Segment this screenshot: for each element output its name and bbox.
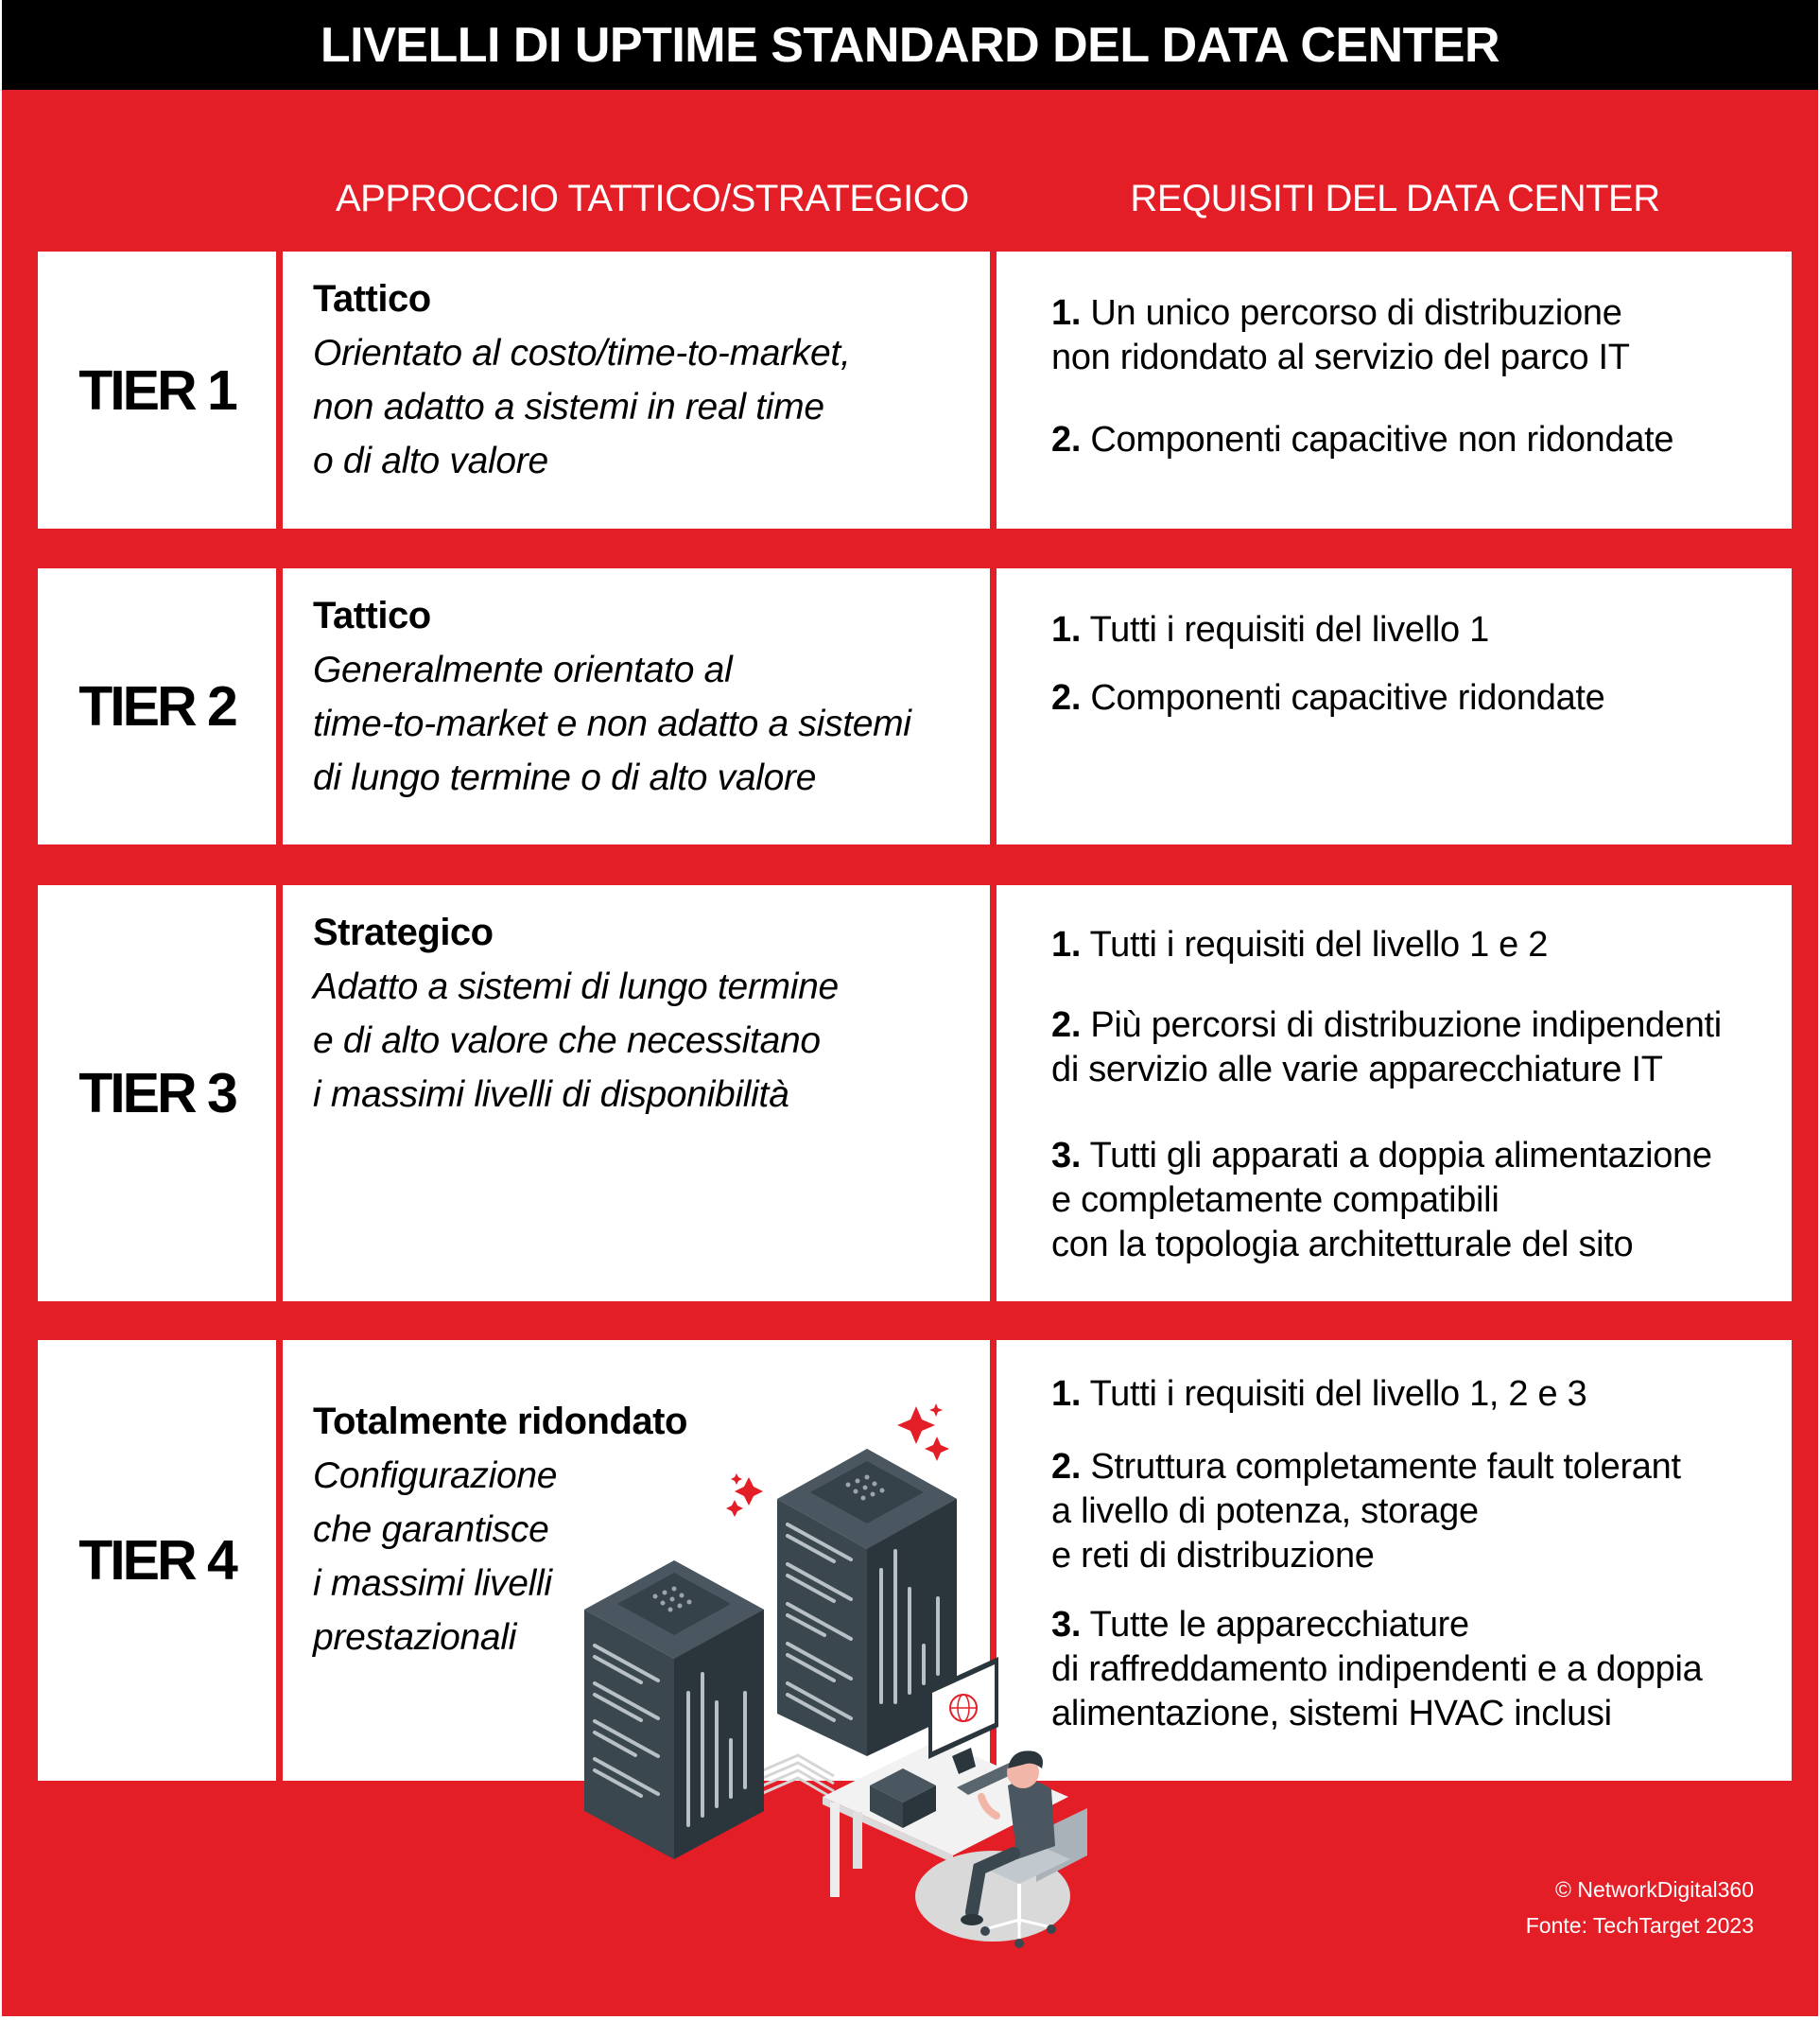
requirement-item	[1051, 291, 1792, 380]
approach-line: Configurazione	[313, 1455, 558, 1496]
tier-1-approach	[283, 252, 990, 529]
requirement-item	[1051, 608, 1792, 653]
requirement-text: con la topologia architetturale del sito	[1051, 1225, 1634, 1264]
requirement-text: Tutte le apparecchiature	[1089, 1605, 1469, 1645]
approach-line: o di alto valore	[313, 441, 548, 481]
page-title: LIVELLI DI UPTIME STANDARD DEL DATA CENTER	[320, 17, 1500, 73]
infographic	[2, 0, 1818, 2016]
requirement-item	[1051, 676, 1792, 721]
approach-line: prestazionali	[313, 1617, 517, 1658]
requirement-item	[1051, 1372, 1792, 1417]
approach-title: Strategico	[313, 912, 494, 953]
approach-line: Generalmente orientato al	[313, 650, 733, 690]
requirement-number: 2.	[1051, 678, 1082, 718]
approach-line: che garantisce	[313, 1509, 549, 1550]
requirement-number: 1.	[1051, 1374, 1082, 1414]
requirement-text: Tutti gli apparati a doppia alimentazione	[1089, 1136, 1712, 1175]
tier-4-label	[38, 1340, 276, 1781]
tier-3-approach	[283, 885, 990, 1301]
requirement-number: 2.	[1051, 420, 1082, 460]
requirement-text: Tutti i requisiti del livello 1 e 2	[1089, 925, 1549, 965]
approach-line: time-to-market e non adatto a sistemi	[313, 704, 911, 744]
approach-title: Totalmente ridondato	[313, 1401, 687, 1442]
approach-line: Adatto a sistemi di lungo termine	[313, 966, 839, 1007]
requirement-text: alimentazione, sistemi HVAC inclusi	[1051, 1694, 1612, 1733]
office-chair-icon	[980, 1808, 1087, 1948]
column-header-approach: APPROCCIO TATTICO/STRATEGICO	[336, 178, 969, 219]
tier-2-requirements	[997, 568, 1792, 845]
requirement-number: 1.	[1051, 925, 1082, 965]
requirement-text: di raffreddamento indipendenti e a doppia	[1051, 1649, 1703, 1689]
requirement-item	[1051, 923, 1792, 967]
requirement-number: 3.	[1051, 1605, 1082, 1645]
requirement-number: 2.	[1051, 1005, 1082, 1045]
source-text: Fonte: TechTarget 2023	[1525, 1913, 1754, 1938]
requirement-text: Componenti capacitive non ridondate	[1090, 420, 1674, 460]
tier-2-label	[38, 568, 276, 845]
approach-line: di lungo termine o di alto valore	[313, 758, 817, 798]
approach-line: i massimi livelli di disponibilità	[313, 1074, 789, 1115]
requirement-text: Struttura completamente fault tolerant	[1090, 1447, 1681, 1487]
approach-line: Orientato al costo/time-to-market,	[313, 333, 851, 374]
approach-line: non adatto a sistemi in real time	[313, 387, 824, 427]
tier-1-requirements	[997, 252, 1792, 529]
requirement-item	[1051, 1003, 1792, 1092]
requirement-number: 1.	[1051, 610, 1082, 650]
requirement-item	[1051, 1603, 1792, 1736]
requirement-text: Più percorsi di distribuzione indipendenti	[1090, 1005, 1722, 1045]
tier-2-approach	[283, 568, 990, 845]
requirement-text: e completamente compatibili	[1051, 1180, 1499, 1220]
requirement-text: di servizio alle varie apparecchiature IT	[1051, 1050, 1663, 1089]
requirement-text: non ridondato al servizio del parco IT	[1051, 338, 1630, 377]
requirement-text: Tutti i requisiti del livello 1, 2 e 3	[1089, 1374, 1587, 1414]
tier-4-requirements	[997, 1340, 1792, 1781]
column-header-requirements: REQUISITI DEL DATA CENTER	[1130, 178, 1660, 219]
tier-label-text: TIER 3	[78, 1062, 235, 1124]
requirement-text: Un unico percorso di distribuzione	[1090, 293, 1622, 333]
approach-title: Tattico	[313, 278, 431, 320]
requirement-number: 2.	[1051, 1447, 1082, 1487]
tier-1-label	[38, 252, 276, 529]
tier-3-requirements	[997, 885, 1792, 1301]
tier-label-text: TIER 1	[78, 358, 235, 422]
requirement-item	[1051, 1445, 1792, 1578]
tier-label-text: TIER 4	[78, 1529, 235, 1592]
copyright-text: © NetworkDigital360	[1555, 1877, 1754, 1902]
requirement-text: Componenti capacitive ridondate	[1090, 678, 1605, 718]
requirement-text: a livello di potenza, storage	[1051, 1491, 1479, 1531]
tier-label-text: TIER 2	[78, 675, 235, 738]
requirement-item	[1051, 1134, 1792, 1267]
title-bar	[2, 0, 1818, 90]
requirement-text: Tutti i requisiti del livello 1	[1089, 610, 1489, 650]
approach-line: i massimi livelli	[313, 1563, 552, 1604]
approach-line: e di alto valore che necessitano	[313, 1020, 821, 1061]
requirement-number: 3.	[1051, 1136, 1082, 1175]
requirement-text: e reti di distribuzione	[1051, 1536, 1375, 1576]
tier-4-approach	[283, 1340, 990, 1781]
tier-3-label	[38, 885, 276, 1301]
requirement-number: 1.	[1051, 293, 1082, 333]
approach-title: Tattico	[313, 595, 431, 636]
requirement-item	[1051, 418, 1792, 462]
floor-shadow	[915, 1851, 1070, 1942]
